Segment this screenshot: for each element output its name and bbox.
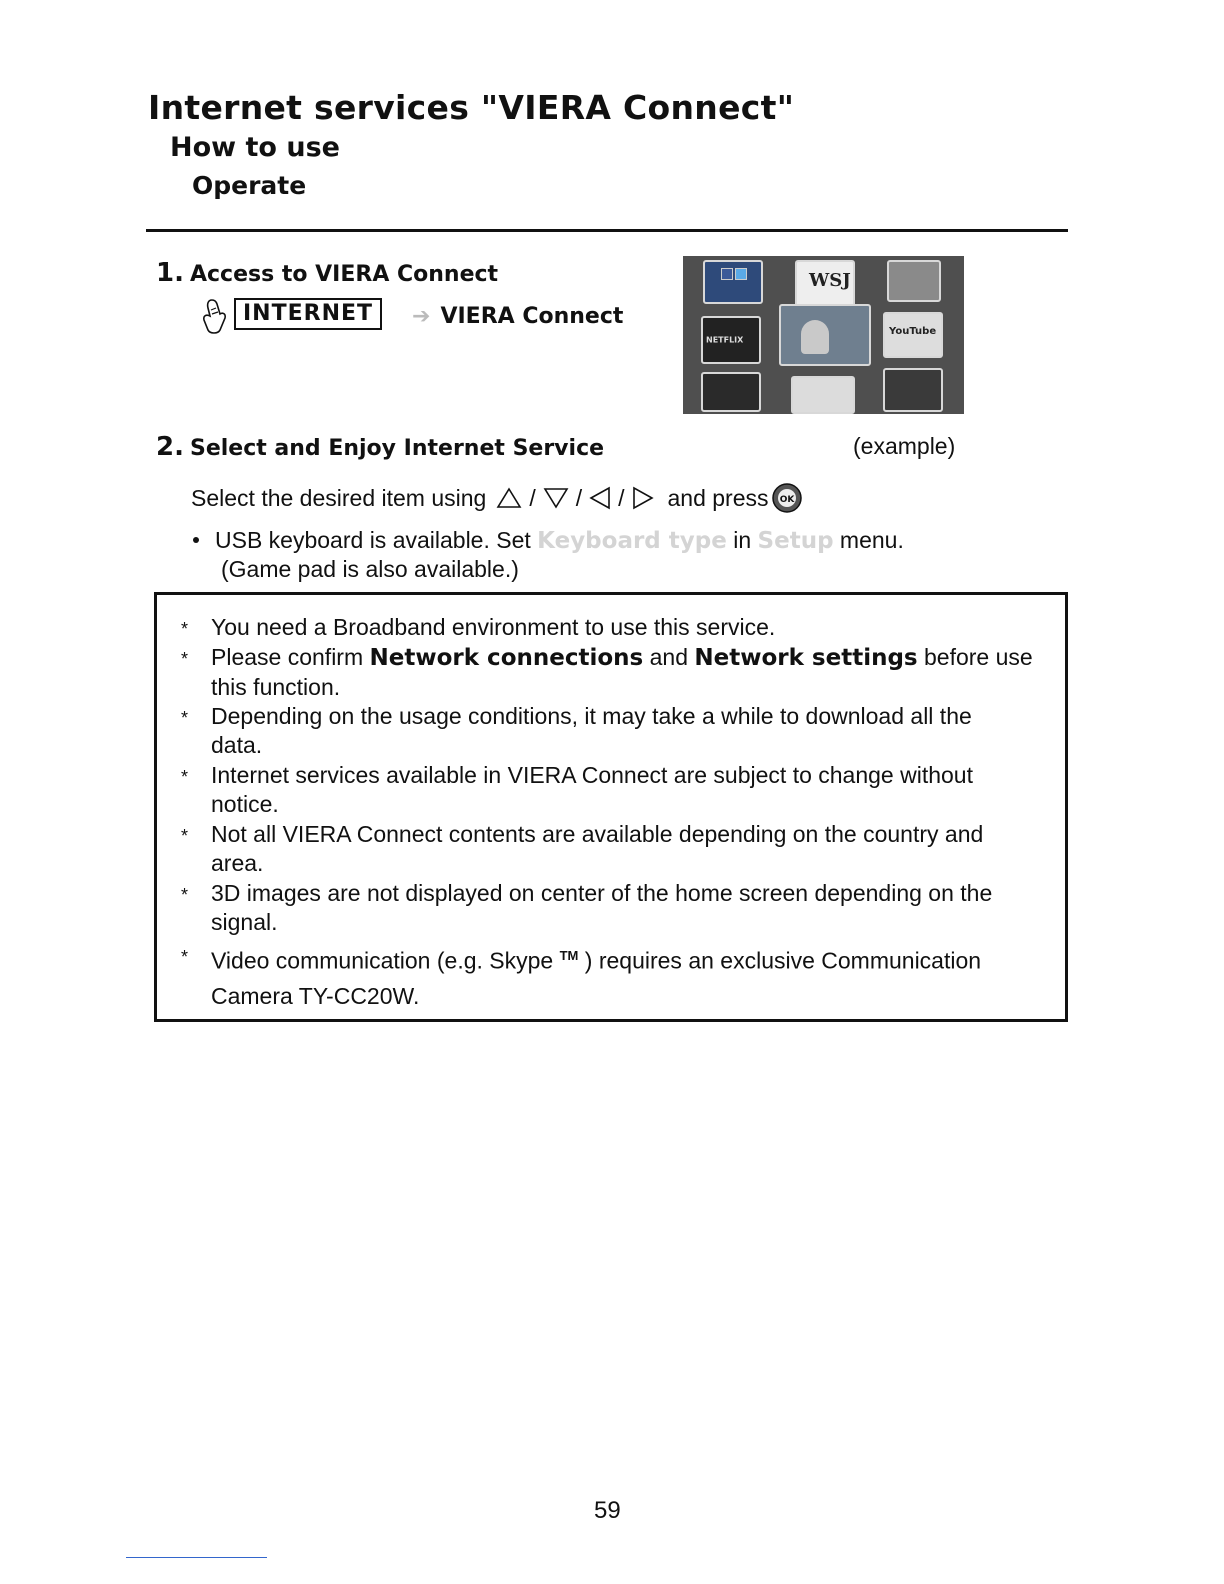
left-arrow-icon: [589, 486, 611, 510]
step-1-menu-path: [198, 296, 623, 336]
network-connections-label: Network connections: [369, 645, 644, 671]
note-text-part: Please confirm: [211, 644, 364, 670]
note-text-part: ) requires an exclusive Communication: [584, 947, 982, 974]
note-text-part: Internet services available in VIERA Connect are subject to change without: [211, 762, 973, 788]
arrow-right-icon: ➔: [412, 303, 431, 328]
step-2-heading: [156, 432, 604, 462]
bullet-dot: [193, 537, 199, 543]
internet-button-label: INTERNET: [234, 298, 382, 330]
trademark-mark: TM: [559, 948, 579, 963]
note-text-part: notice.: [211, 791, 279, 817]
note-text-part: Camera TY-CC20W.: [211, 982, 420, 1009]
keyboard-type-label: Keyboard type: [537, 528, 727, 554]
notes-box: [154, 592, 1068, 1022]
usb-keyboard-text: USB keyboard is available. Set: [215, 527, 531, 553]
note-text-part: before use: [924, 644, 1033, 670]
usb-keyboard-note: [191, 527, 904, 554]
note-text-part: signal.: [211, 909, 278, 935]
note-text-part: Not all VIERA Connect contents are available depending on the country and: [211, 821, 984, 847]
up-arrow-icon: [496, 487, 522, 509]
viera-connect-label: VIERA Connect: [440, 303, 624, 329]
market-tile: [791, 376, 855, 414]
note-text-part: Depending on the usage conditions, it may take a while to download all the: [211, 703, 972, 729]
netflix-tile-label: NETFLIX: [706, 335, 744, 345]
step-1-heading: [156, 258, 498, 288]
center-tv-tile: [779, 304, 871, 366]
note-text-part: this function.: [211, 674, 341, 700]
page-subtitle: How to use: [170, 132, 340, 163]
separator: /: [618, 484, 625, 511]
step-2-instruction: [191, 482, 805, 514]
note-text: [211, 702, 1061, 760]
note-text: You need a Broadband environment to use this service.: [211, 614, 776, 640]
support-tile: [883, 368, 943, 412]
youtube-tile: [883, 312, 943, 358]
separator: /: [529, 484, 536, 511]
note-text: [211, 820, 1061, 878]
note-text: [211, 879, 1061, 937]
ok-button-label: OK: [779, 495, 794, 505]
viera-connect-screenshot: [683, 256, 964, 414]
section-heading: Operate: [192, 171, 307, 200]
note-bullet: *: [181, 826, 189, 846]
youtube-tile-label: YouTube: [889, 326, 937, 337]
step-1-number: 1.: [156, 258, 184, 288]
game-pad-note: (Game pad is also available.): [221, 556, 519, 582]
footer-line: [126, 1557, 267, 1558]
netflix-tile: [701, 316, 761, 364]
bottom-left-tile: [701, 372, 761, 412]
note-text-part: and: [649, 644, 688, 670]
header-divider: [146, 229, 1068, 232]
ok-button-icon: [771, 482, 803, 514]
note-text: [211, 761, 1061, 819]
note-text-part: area.: [211, 850, 264, 876]
menu-text: menu.: [839, 527, 904, 553]
note-bullet: *: [181, 885, 189, 905]
instruction-and-press: and press: [667, 484, 769, 511]
note-bullet: *: [181, 947, 189, 967]
note-text-part: data.: [211, 732, 263, 758]
step-1-title: Access to VIERA Connect: [189, 262, 499, 287]
social-tile: [703, 260, 763, 304]
step-2-number: 2.: [156, 432, 184, 462]
note-bullet: *: [181, 649, 189, 669]
down-arrow-icon: [543, 487, 569, 509]
note-text-part: 3D images are not displayed on center of the home screen depending on the: [211, 880, 993, 906]
page-title: Internet services "VIERA Connect": [148, 88, 795, 127]
separator: /: [575, 484, 583, 511]
note-bullet: *: [181, 708, 189, 728]
note-text: [211, 643, 1061, 702]
in-text: in: [733, 527, 752, 553]
note-bullet: *: [181, 767, 189, 787]
wsj-tile-label: WSJ: [809, 270, 851, 291]
note-text: [211, 938, 1061, 1014]
page-number: 59: [594, 1497, 621, 1524]
note-bullet: *: [181, 619, 189, 639]
globe-tile: [887, 260, 941, 302]
step-2-title: Select and Enjoy Internet Service: [189, 436, 605, 461]
setup-label: Setup: [757, 528, 834, 554]
screenshot-caption: (example): [853, 433, 956, 459]
instruction-text: Select the desired item using: [191, 484, 487, 511]
network-settings-label: Network settings: [694, 645, 918, 671]
right-arrow-icon: [632, 486, 654, 510]
hand-pointer-icon: [198, 296, 230, 336]
wsj-tile: [795, 260, 855, 308]
note-text-part: Video communication (e.g. Skype: [211, 947, 554, 974]
